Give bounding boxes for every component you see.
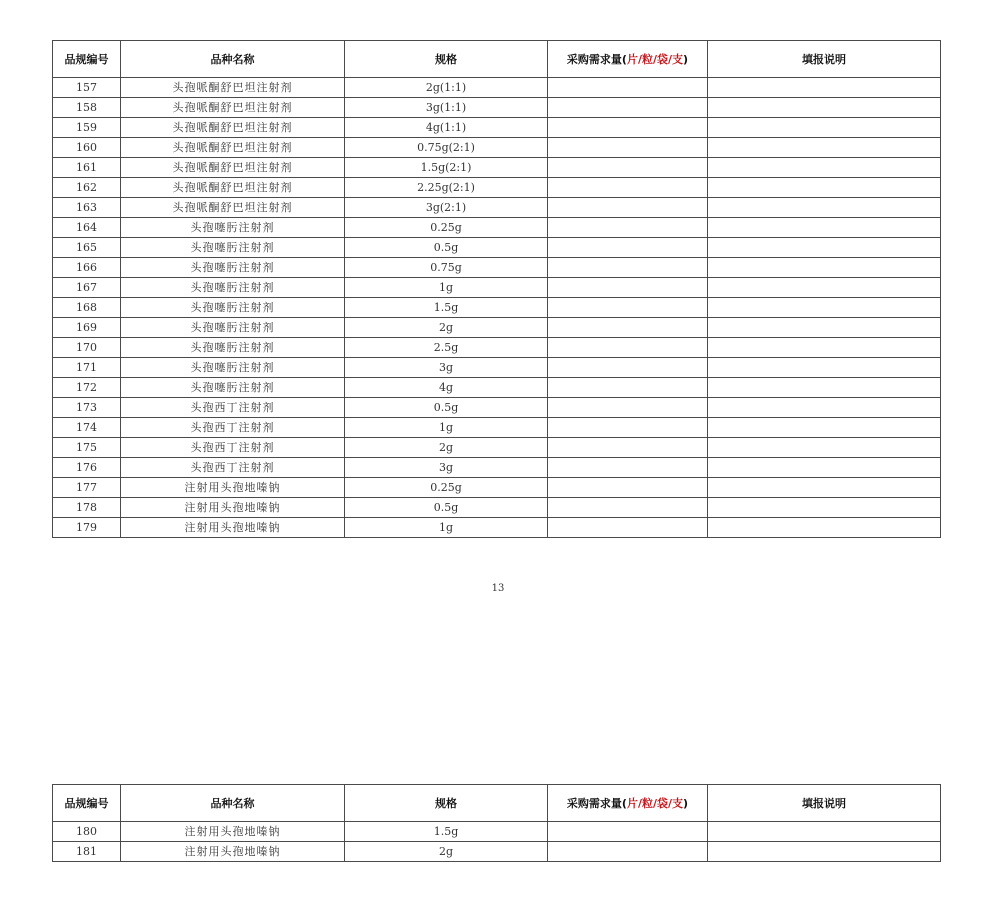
cell-demand-input[interactable] — [548, 178, 708, 198]
cell-demand-input[interactable] — [548, 438, 708, 458]
cell-name: 头孢哌酮舒巴坦注射剂 — [121, 138, 345, 158]
cell-note-input[interactable] — [708, 498, 941, 518]
table-row — [53, 418, 941, 438]
table-header — [53, 41, 941, 78]
table-row — [53, 358, 941, 378]
header-demand-unit: 片 — [626, 797, 638, 810]
table-row — [53, 478, 941, 498]
cell-note-input[interactable] — [708, 842, 941, 862]
table-row — [53, 498, 941, 518]
unit-separator: / — [668, 53, 673, 66]
cell-demand-input[interactable] — [548, 78, 708, 98]
cell-name: 头孢哌酮舒巴坦注射剂 — [121, 158, 345, 178]
table-row — [53, 218, 941, 238]
cell-code: 167 — [53, 278, 121, 298]
cell-spec: 1g — [345, 418, 548, 438]
table-row — [53, 98, 941, 118]
cell-name: 头孢噻肟注射剂 — [121, 218, 345, 238]
cell-spec: 4g — [345, 378, 548, 398]
cell-name: 注射用头孢地嗪钠 — [121, 842, 345, 862]
cell-spec: 0.25g — [345, 218, 548, 238]
cell-spec: 1g — [345, 278, 548, 298]
cell-note-input[interactable] — [708, 358, 941, 378]
table-row — [53, 298, 941, 318]
table-header — [53, 785, 941, 822]
cell-spec: 0.25g — [345, 478, 548, 498]
cell-demand-input[interactable] — [548, 298, 708, 318]
cell-spec: 2.5g — [345, 338, 548, 358]
cell-note-input[interactable] — [708, 478, 941, 498]
cell-demand-input[interactable] — [548, 278, 708, 298]
cell-code: 160 — [53, 138, 121, 158]
cell-code: 173 — [53, 398, 121, 418]
cell-note-input[interactable] — [708, 378, 941, 398]
header-demand-unit: 袋 — [657, 797, 669, 810]
header-code: 品规编号 — [53, 41, 121, 78]
cell-spec: 1g — [345, 518, 548, 538]
cell-spec: 3g(2:1) — [345, 198, 548, 218]
table-row — [53, 158, 941, 178]
table-row — [53, 842, 941, 862]
cell-note-input[interactable] — [708, 822, 941, 842]
header-name: 品种名称 — [121, 785, 345, 822]
unit-separator: / — [668, 797, 673, 810]
cell-code: 165 — [53, 238, 121, 258]
cell-code: 159 — [53, 118, 121, 138]
cell-note-input[interactable] — [708, 98, 941, 118]
header-spec: 规格 — [345, 785, 548, 822]
cell-spec: 0.75g — [345, 258, 548, 278]
cell-name: 头孢噻肟注射剂 — [121, 238, 345, 258]
cell-spec: 1.5g — [345, 298, 548, 318]
cell-spec: 0.5g — [345, 398, 548, 418]
cell-demand-input[interactable] — [548, 518, 708, 538]
cell-note-input[interactable] — [708, 518, 941, 538]
header-demand-unit: 片 — [626, 53, 638, 66]
header-demand-prefix: 采购需求量( — [566, 53, 627, 66]
cell-name: 头孢哌酮舒巴坦注射剂 — [121, 118, 345, 138]
cell-name: 头孢西丁注射剂 — [121, 418, 345, 438]
cell-note-input[interactable] — [708, 338, 941, 358]
cell-spec: 3g — [345, 458, 548, 478]
header-demand-unit: 支 — [672, 797, 684, 810]
header-demand — [548, 41, 708, 78]
cell-spec: 2g — [345, 438, 548, 458]
header-spec: 规格 — [345, 41, 548, 78]
cell-note-input[interactable] — [708, 438, 941, 458]
table-row — [53, 822, 941, 842]
unit-separator: / — [637, 53, 642, 66]
header-demand-prefix: 采购需求量( — [566, 797, 627, 810]
cell-demand-input[interactable] — [548, 138, 708, 158]
table-row — [53, 518, 941, 538]
cell-demand-input[interactable] — [548, 458, 708, 478]
cell-spec: 0.5g — [345, 498, 548, 518]
cell-code: 166 — [53, 258, 121, 278]
cell-demand-input[interactable] — [548, 498, 708, 518]
cell-code: 177 — [53, 478, 121, 498]
table-row — [53, 198, 941, 218]
cell-note-input[interactable] — [708, 258, 941, 278]
cell-demand-input[interactable] — [548, 378, 708, 398]
cell-name: 头孢西丁注射剂 — [121, 398, 345, 418]
cell-spec: 2g — [345, 318, 548, 338]
header-note: 填报说明 — [708, 785, 941, 822]
cell-name: 头孢噻肟注射剂 — [121, 378, 345, 398]
cell-spec: 2g — [345, 842, 548, 862]
cell-note-input[interactable] — [708, 118, 941, 138]
cell-code: 178 — [53, 498, 121, 518]
cell-name: 头孢西丁注射剂 — [121, 438, 345, 458]
cell-code: 176 — [53, 458, 121, 478]
cell-demand-input[interactable] — [548, 398, 708, 418]
cell-demand-input[interactable] — [548, 198, 708, 218]
table-row — [53, 378, 941, 398]
table-row — [53, 258, 941, 278]
cell-demand-input[interactable] — [548, 218, 708, 238]
unit-separator: / — [637, 797, 642, 810]
table-row — [53, 438, 941, 458]
header-row — [53, 41, 941, 78]
cell-name: 注射用头孢地嗪钠 — [121, 518, 345, 538]
cell-code: 162 — [53, 178, 121, 198]
cell-code: 169 — [53, 318, 121, 338]
cell-note-input[interactable] — [708, 218, 941, 238]
cell-demand-input[interactable] — [548, 358, 708, 378]
cell-code: 179 — [53, 518, 121, 538]
cell-spec: 0.75g(2:1) — [345, 138, 548, 158]
cell-spec: 4g(1:1) — [345, 118, 548, 138]
cell-demand-input[interactable] — [548, 478, 708, 498]
header-name: 品种名称 — [121, 41, 345, 78]
cell-note-input[interactable] — [708, 158, 941, 178]
header-demand — [548, 785, 708, 822]
cell-spec: 3g — [345, 358, 548, 378]
cell-demand-input[interactable] — [548, 338, 708, 358]
cell-code: 170 — [53, 338, 121, 358]
cell-demand-input[interactable] — [548, 842, 708, 862]
table-row — [53, 338, 941, 358]
header-code: 品规编号 — [53, 785, 121, 822]
cell-code: 163 — [53, 198, 121, 218]
table-row — [53, 118, 941, 138]
cell-code: 181 — [53, 842, 121, 862]
cell-code: 175 — [53, 438, 121, 458]
table-row — [53, 278, 941, 298]
table-row — [53, 138, 941, 158]
header-demand-unit: 支 — [672, 53, 684, 66]
table-body — [53, 822, 941, 862]
cell-note-input[interactable] — [708, 138, 941, 158]
cell-note-input[interactable] — [708, 298, 941, 318]
cell-code: 168 — [53, 298, 121, 318]
cell-note-input[interactable] — [708, 318, 941, 338]
page-number: 13 — [491, 583, 505, 594]
cell-code: 171 — [53, 358, 121, 378]
header-note: 填报说明 — [708, 41, 941, 78]
cell-name: 头孢噻肟注射剂 — [121, 358, 345, 378]
table-row — [53, 398, 941, 418]
unit-separator: / — [652, 53, 658, 66]
cell-name: 注射用头孢地嗪钠 — [121, 822, 345, 842]
cell-spec: 0.5g — [345, 238, 548, 258]
cell-note-input[interactable] — [708, 238, 941, 258]
cell-name: 头孢噻肟注射剂 — [121, 318, 345, 338]
cell-name: 头孢西丁注射剂 — [121, 458, 345, 478]
cell-name: 注射用头孢地嗪钠 — [121, 478, 345, 498]
cell-demand-input[interactable] — [548, 822, 708, 842]
cell-demand-input[interactable] — [548, 418, 708, 438]
cell-name: 头孢哌酮舒巴坦注射剂 — [121, 78, 345, 98]
cell-spec: 2g(1:1) — [345, 78, 548, 98]
header-demand-unit: 粒 — [641, 53, 653, 66]
table-row — [53, 318, 941, 338]
cell-demand-input[interactable] — [548, 238, 708, 258]
cell-note-input[interactable] — [708, 458, 941, 478]
cell-spec: 1.5g(2:1) — [345, 158, 548, 178]
cell-code: 172 — [53, 378, 121, 398]
cell-note-input[interactable] — [708, 78, 941, 98]
table-row — [53, 78, 941, 98]
cell-name: 头孢哌酮舒巴坦注射剂 — [121, 98, 345, 118]
cell-note-input[interactable] — [708, 418, 941, 438]
cell-spec: 3g(1:1) — [345, 98, 548, 118]
cell-note-input[interactable] — [708, 278, 941, 298]
cell-demand-input[interactable] — [548, 98, 708, 118]
cell-demand-input[interactable] — [548, 258, 708, 278]
cell-demand-input[interactable] — [548, 158, 708, 178]
header-row — [53, 785, 941, 822]
cell-name: 头孢噻肟注射剂 — [121, 298, 345, 318]
cell-code: 180 — [53, 822, 121, 842]
table-row — [53, 458, 941, 478]
cell-name: 头孢噻肟注射剂 — [121, 258, 345, 278]
cell-code: 174 — [53, 418, 121, 438]
cell-name: 头孢噻肟注射剂 — [121, 278, 345, 298]
cell-code: 164 — [53, 218, 121, 238]
cell-spec: 2.25g(2:1) — [345, 178, 548, 198]
procurement-table-page-14 — [52, 784, 941, 862]
cell-name: 头孢哌酮舒巴坦注射剂 — [121, 198, 345, 218]
header-demand-suffix: ) — [683, 797, 689, 810]
table-row — [53, 178, 941, 198]
cell-spec: 1.5g — [345, 822, 548, 842]
cell-demand-input[interactable] — [548, 318, 708, 338]
cell-note-input[interactable] — [708, 398, 941, 418]
unit-separator: / — [652, 797, 658, 810]
cell-note-input[interactable] — [708, 178, 941, 198]
header-demand-unit: 粒 — [641, 797, 653, 810]
cell-demand-input[interactable] — [548, 118, 708, 138]
header-demand-unit: 袋 — [657, 53, 669, 66]
header-demand-suffix: ) — [683, 53, 689, 66]
cell-code: 158 — [53, 98, 121, 118]
cell-note-input[interactable] — [708, 198, 941, 218]
cell-code: 157 — [53, 78, 121, 98]
procurement-table-page-13 — [52, 40, 941, 538]
cell-name: 头孢噻肟注射剂 — [121, 338, 345, 358]
table-row — [53, 238, 941, 258]
cell-name: 注射用头孢地嗪钠 — [121, 498, 345, 518]
cell-code: 161 — [53, 158, 121, 178]
table-body — [53, 78, 941, 538]
cell-name: 头孢哌酮舒巴坦注射剂 — [121, 178, 345, 198]
